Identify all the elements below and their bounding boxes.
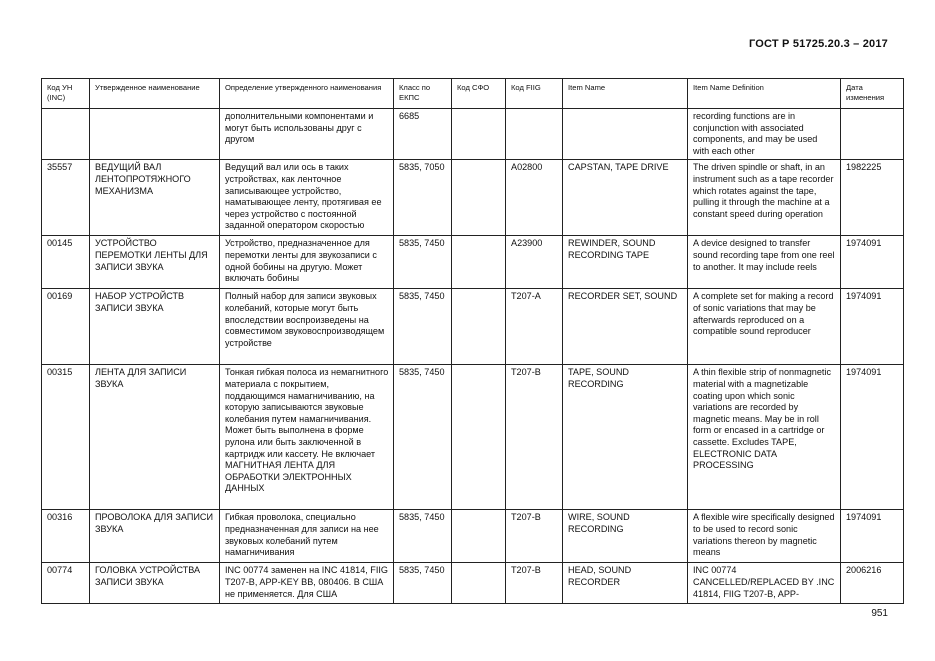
cell-fiig: T207-B [506,563,563,604]
cell-def-ru: Гибкая проволока, специально предназначенная для записи на нее звуковых колебаний путем намагничивания [220,510,394,563]
cell-item-def: A device designed to transfer sound recording tape from one reel to another. It may include reels [688,236,841,289]
cell-def-ru: дополнительными компонентами и могут быть использованы друг с другом [220,109,394,160]
cell-item-def: A thin flexible strip of nonmagnetic material with a magnetizable coating upon which sonic variations are recorded by magnetic means. May be in roll form or encased in a cartridge or cassette. Excludes TAPE, ELECTRONIC DATA PROCESSING [688,365,841,510]
cell-name-ru: ПРОВОЛОКА ДЛЯ ЗАПИСИ ЗВУКА [90,510,220,563]
cell-item-def: A flexible wire specifically designed to be used to record sonic variations thereon by magnetic means [688,510,841,563]
col-header-date: Дата изменения [841,79,904,109]
cell-inc: 00315 [42,365,90,510]
cell-name-ru: ЛЕНТА ДЛЯ ЗАПИСИ ЗВУКА [90,365,220,510]
cell-sfo [452,160,506,236]
page-number: 951 [871,608,888,619]
cell-item-name: HEAD, SOUND RECORDER [563,563,688,604]
col-header-ekps: Класс по ЕКПС [394,79,452,109]
cell-item-def: INC 00774 CANCELLED/REPLACED BY .INC 41814, FIIG T207-B, APP- [688,563,841,604]
cell-fiig: A02800 [506,160,563,236]
table-row [42,236,904,289]
table-row [42,563,904,604]
cell-item-name: CAPSTAN, TAPE DRIVE [563,160,688,236]
col-header-sfo: Код СФО [452,79,506,109]
cell-sfo [452,236,506,289]
cell-ekps: 5835, 7450 [394,236,452,289]
cell-ekps: 5835, 7450 [394,289,452,365]
cell-inc [42,109,90,160]
cell-sfo [452,510,506,563]
inc-table [41,78,904,604]
cell-def-ru: Устройство, предназначенное для перемотки ленты для звукозаписи с одной бобины на другую. Может включать бобины [220,236,394,289]
cell-inc: 00316 [42,510,90,563]
cell-def-ru: Тонкая гибкая полоса из немагнитного материала с покрытием, поддающимся намагничиванию, на которую записываются звуковые колебания путем намагничивания. Может быть выполнена в форме рулона или быть заключенной в картридж или кассету. Не включает МАГНИТНАЯ ЛЕНТА ДЛЯ ОБРАБОТКИ ЭЛЕКТРОННЫХ ДАННЫХ [220,365,394,510]
cell-date: 1974091 [841,510,904,563]
cell-def-ru: Ведущий вал или ось в таких устройствах, как ленточное записывающее устройство, наматывающее ленту, протягивая ее через устройство с постоянной заданной оператором скоростью [220,160,394,236]
col-header-name-ru: Утвержденное наименование [90,79,220,109]
cell-name-ru [90,109,220,160]
cell-name-ru: НАБОР УСТРОЙСТВ ЗАПИСИ ЗВУКА [90,289,220,365]
cell-sfo [452,109,506,160]
cell-inc: 00145 [42,236,90,289]
cell-item-name [563,109,688,160]
col-header-item-name: Item Name [563,79,688,109]
cell-def-ru: INC 00774 заменен на INC 41814, FIIG T207-B, APP-KEY BB, 080406. В США не применяется. Для США [220,563,394,604]
cell-item-name: REWINDER, SOUND RECORDING TAPE [563,236,688,289]
cell-item-def: A complete set for making a record of sonic variations that may be afterwards reproduced on a compatible sound reproducer [688,289,841,365]
cell-item-def: recording functions are in conjunction with associated components, and may be used with each other [688,109,841,160]
table-row [42,365,904,510]
table-header-row [42,79,904,109]
cell-inc: 00169 [42,289,90,365]
col-header-inc: Код УН (INC) [42,79,90,109]
cell-name-ru: УСТРОЙСТВО ПЕРЕМОТКИ ЛЕНТЫ ДЛЯ ЗАПИСИ ЗВУКА [90,236,220,289]
cell-item-name: RECORDER SET, SOUND [563,289,688,365]
table-row [42,289,904,365]
cell-date: 1974091 [841,365,904,510]
cell-ekps: 5835, 7450 [394,563,452,604]
cell-item-name: WIRE, SOUND RECORDING [563,510,688,563]
cell-ekps: 6685 [394,109,452,160]
cell-date: 1974091 [841,236,904,289]
cell-inc: 35557 [42,160,90,236]
cell-date: 1974091 [841,289,904,365]
cell-date: 2006216 [841,563,904,604]
cell-fiig: T207-A [506,289,563,365]
cell-fiig: A23900 [506,236,563,289]
cell-fiig: T207-B [506,510,563,563]
cell-sfo [452,563,506,604]
cell-ekps: 5835, 7450 [394,365,452,510]
cell-def-ru: Полный набор для записи звуковых колебаний, которые могут быть впоследствии воспроизведены на совместимом звуковоспроизводящем устройстве [220,289,394,365]
cell-ekps: 5835, 7450 [394,510,452,563]
document-title: ГОСТ Р 51725.20.3 – 2017 [748,38,888,50]
cell-item-name: TAPE, SOUND RECORDING [563,365,688,510]
cell-name-ru: ГОЛОВКА УСТРОЙСТВА ЗАПИСИ ЗВУКА [90,563,220,604]
cell-item-def: The driven spindle or shaft, in an instrument such as a tape recorder which rotates against the tape, pulling it through the machine at a constant speed during operation [688,160,841,236]
cell-date [841,109,904,160]
cell-ekps: 5835, 7050 [394,160,452,236]
cell-fiig: T207-B [506,365,563,510]
col-header-fiig: Код FIIG [506,79,563,109]
cell-date: 1982225 [841,160,904,236]
table-row [42,510,904,563]
col-header-def-ru: Определение утвержденного наименования [220,79,394,109]
table-row [42,160,904,236]
table-row [42,109,904,160]
cell-fiig [506,109,563,160]
col-header-item-def: Item Name Definition [688,79,841,109]
cell-sfo [452,289,506,365]
cell-name-ru: ВЕДУЩИЙ ВАЛ ЛЕНТОПРОТЯЖНОГО МЕХАНИЗМА [90,160,220,236]
cell-inc: 00774 [42,563,90,604]
cell-sfo [452,365,506,510]
